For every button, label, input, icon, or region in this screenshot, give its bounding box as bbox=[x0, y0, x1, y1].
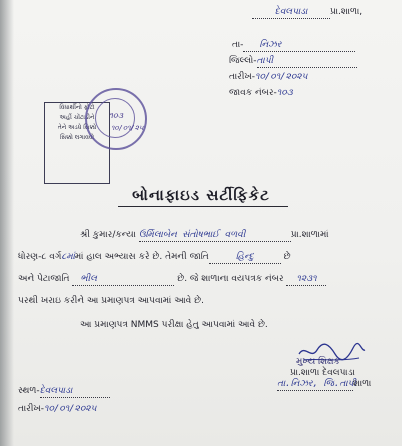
photo-box-line: તેને અડધે સિક્કો bbox=[57, 124, 97, 131]
body-line-4: પરથી ખરાઇ કરીને આ પ્રમાણપત્ર આપવામાં આવે છે. bbox=[18, 296, 204, 306]
subcaste-value: ભીલ bbox=[72, 274, 174, 286]
header-taluka-line: તા- નિઝર bbox=[232, 40, 355, 52]
certificate-title: બોનાફાઇડ સર્ટીફિકેટ bbox=[132, 186, 270, 204]
header-outward-no: ૧૦૩ bbox=[276, 88, 293, 98]
seal-date: ૧૦/૦૧/૨૫ bbox=[111, 124, 144, 132]
seal-number: ૧૦૩ bbox=[109, 111, 124, 120]
student-name: ઉર્મિલાબેન સંતોષભાઈ વળવી bbox=[139, 230, 291, 242]
header-school-line bbox=[252, 7, 362, 19]
footer-date-line: તારીખ-૧૦/૦૧/૨૦૨૫ bbox=[18, 404, 97, 414]
class-value: ૮માં bbox=[61, 252, 75, 262]
signatory-school: પ્રા.શાળા દેવલપાડા bbox=[290, 368, 355, 378]
caste-value: હિન્દુ bbox=[209, 252, 281, 264]
body-line-3: અને પેટાજાતિ ભીલ છે. જે શાળાના વયપત્રક નંબર ૧૨૩૧ bbox=[18, 274, 326, 286]
header-date: ૧૦/૦૧/૨૦૨૫ bbox=[255, 72, 308, 82]
footer-date: ૧૦/૦૧/૨૦૨૫ bbox=[44, 404, 97, 414]
body-line-2: ધોરણ-૮ વર્ગ૮માંમાં હાલ અભ્યાસ કરે છે. તેમની જાતિ હિન્દુ છે bbox=[18, 252, 291, 262]
photo-box-line: વિધાર્થીનો ફોટો bbox=[59, 104, 95, 111]
signatory-location-line: તા.નિઝર, જિ.તાપીશાળા bbox=[277, 379, 372, 389]
title-underline bbox=[118, 206, 288, 207]
register-number: ૧૨૩૧ bbox=[286, 274, 326, 286]
footer-place-line: સ્થળ-દેવલપાડા bbox=[18, 386, 110, 398]
footer-place: દેવલપાડા bbox=[40, 386, 110, 398]
header-school-suffix: પ્રા.શાળા, bbox=[330, 7, 363, 17]
header-district: તાપી bbox=[257, 56, 357, 68]
body-line-5: આ પ્રમાણપત્ર NMMS પરીક્ષા હેતુ આપવામાં આવે છે. bbox=[80, 320, 268, 330]
header-date-line: તારીખ-૧૦/૦૧/૨૦૨૫ bbox=[229, 72, 308, 82]
header-village: દેવલપાડા bbox=[252, 7, 330, 19]
signatory-role: મુખ્ય શિક્ષક bbox=[296, 357, 340, 367]
header-district-line: જિલ્લો-તાપી bbox=[229, 56, 357, 68]
photo-box-line: અહીં ચોંટાડીને bbox=[59, 114, 95, 121]
body-line-1: શ્રી કુમાર/કન્યા ઉર્મિલાબેન સંતોષભાઈ વળવી પ્રા.શાળામાં bbox=[80, 230, 329, 240]
header-outward-line: જાવક નંબર-૧૦૩ bbox=[229, 88, 293, 98]
photo-box-line: સિક્કો લગાવવો bbox=[59, 134, 95, 141]
signatory-location: તા.નિઝર, જિ.તાપી bbox=[277, 379, 356, 389]
header-taluka: નિઝર bbox=[243, 40, 355, 52]
